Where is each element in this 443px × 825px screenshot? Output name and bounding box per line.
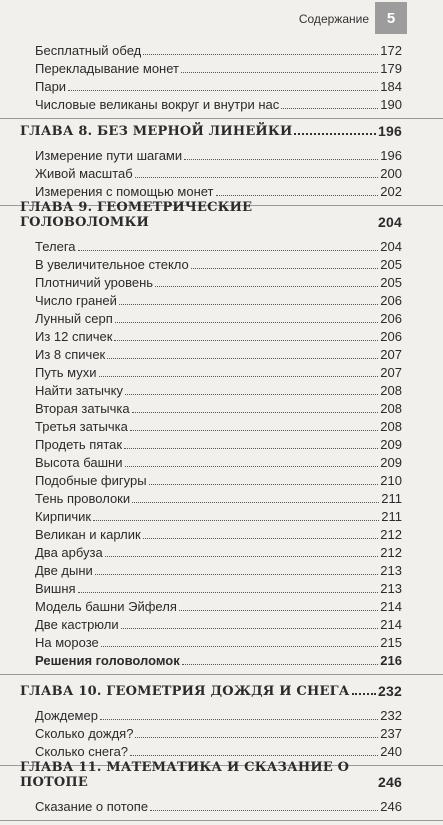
chapter-title: ГЛАВА 10. ГЕОМЕТРИЯ ДОЖДЯ И СНЕГА — [20, 684, 350, 699]
page-header — [0, 0, 443, 36]
dot-leader — [216, 195, 379, 196]
toc-entry-title: Подобные фигуры — [35, 473, 147, 488]
toc-entry — [35, 76, 402, 94]
toc-entry-title: Измерения с помощью монет — [35, 184, 214, 199]
toc-entry-title: Вторая затычка — [35, 401, 130, 416]
dot-leader — [191, 268, 379, 269]
toc-entry — [35, 506, 402, 524]
toc-entry-page: 209 — [380, 455, 402, 470]
toc-entry-title: Тень проволоки — [35, 491, 131, 506]
toc-entry-title: Решения головоломок — [35, 653, 180, 668]
dot-leader — [119, 304, 378, 305]
toc-entry — [35, 488, 402, 506]
dot-leader — [101, 646, 379, 647]
dot-leader — [135, 177, 379, 178]
dot-leader — [100, 719, 378, 720]
toc-entry-title: Сколько снега? — [35, 744, 129, 759]
toc-entry — [35, 632, 402, 650]
toc-entry — [35, 308, 402, 326]
toc-entry — [35, 705, 402, 723]
toc-entry — [35, 596, 402, 614]
dot-leader — [132, 412, 379, 413]
toc-entry-page: 215 — [380, 635, 402, 650]
toc-entry-title: Телега — [35, 239, 76, 254]
toc-entry-title: Великан и карлик — [35, 527, 141, 542]
toc-entry — [35, 560, 402, 578]
chapter-section — [0, 699, 443, 766]
toc-entry — [35, 326, 402, 344]
toc-entry — [35, 181, 402, 199]
chapter-title: ГЛАВА 11. МАТЕМАТИКА И СКАЗАНИЕ О ПОТОПЕ — [20, 760, 350, 790]
toc-entry-page: 213 — [380, 581, 402, 596]
toc-entry-title: Из 12 спичек — [35, 329, 113, 344]
chapter-heading — [20, 679, 402, 699]
dot-leader — [132, 502, 379, 503]
dot-leader — [130, 430, 379, 431]
dot-leader — [125, 394, 378, 395]
dot-leader — [182, 664, 379, 665]
dot-leader — [114, 340, 378, 341]
toc-entry-title: Дождемер — [35, 708, 98, 723]
toc-entry-title: На морозе — [35, 635, 99, 650]
toc-entry-title: Из 8 спичек — [35, 347, 106, 362]
toc-entry-title: В увеличительное стекло — [35, 257, 189, 272]
toc-entry-page: 214 — [380, 617, 402, 632]
toc-entry — [35, 163, 402, 181]
toc-entry-page: 184 — [380, 79, 402, 94]
toc-entry — [35, 542, 402, 560]
toc-entry — [35, 398, 402, 416]
toc-entry-page: 172 — [380, 43, 402, 58]
toc-entry-title: Продеть пятак — [35, 437, 123, 452]
toc-entry-page: 237 — [380, 726, 402, 741]
chapter-section — [0, 139, 443, 206]
chapter-title: ГЛАВА 9. ГЕОМЕТРИЧЕСКИЕ ГОЛОВОЛОМКИ — [20, 200, 253, 230]
dot-leader — [149, 484, 379, 485]
dot-leader — [143, 54, 378, 55]
toc-entry — [35, 434, 402, 452]
chapter-page: 232 — [378, 683, 402, 699]
running-title: Содержание — [298, 12, 369, 26]
toc-entry — [35, 272, 402, 290]
chapter-heading — [20, 119, 402, 139]
toc-entry-title: Два арбуза — [35, 545, 103, 560]
toc-entry-page: 212 — [380, 527, 402, 542]
toc-entry — [35, 614, 402, 632]
toc-entry-page: 216 — [380, 653, 402, 668]
chapter-page: 204 — [378, 214, 402, 230]
toc-entry — [35, 524, 402, 542]
toc-entry-title: Найти затычку — [35, 383, 124, 398]
toc-entry — [35, 470, 402, 488]
dot-leader — [184, 159, 378, 160]
toc-entry-page: 207 — [380, 365, 402, 380]
toc-entry-page: 204 — [380, 239, 402, 254]
toc-entry-title: Плотничий уровень — [35, 275, 154, 290]
toc-entry-page: 202 — [380, 184, 402, 199]
dot-leader — [78, 250, 379, 251]
dot-leader — [93, 520, 379, 521]
toc-entry — [35, 741, 402, 759]
chapter-page: 196 — [378, 123, 402, 139]
toc-entry-title: Две кастрюли — [35, 617, 119, 632]
toc-entry — [35, 578, 402, 596]
toc-entry — [35, 344, 402, 362]
toc-entry-title: Число граней — [35, 293, 117, 308]
toc-entry — [35, 452, 402, 470]
dot-leader — [121, 628, 379, 629]
dot-leader — [78, 592, 379, 593]
dot-leader — [68, 90, 378, 91]
toc-entry-title: Две дыни — [35, 563, 93, 578]
toc-entry-page: 206 — [380, 293, 402, 308]
chapter-page: 246 — [378, 774, 402, 790]
toc-entry-page: 206 — [380, 311, 402, 326]
continued-entries — [0, 40, 443, 119]
toc-entry-page: 214 — [380, 599, 402, 614]
dot-leader — [105, 556, 379, 557]
toc-entry-page: 207 — [380, 347, 402, 362]
toc-entry-page: 208 — [380, 383, 402, 398]
dot-leader — [150, 810, 378, 811]
toc-entry-title: Высота башни — [35, 455, 123, 470]
toc-entry-page: 210 — [380, 473, 402, 488]
toc-entry-title: Перекладывание монет — [35, 61, 179, 76]
toc-entry — [35, 145, 402, 163]
dot-leader — [125, 466, 379, 467]
toc-entry-title: Кирпичик — [35, 509, 92, 524]
toc-entry — [35, 58, 402, 76]
chapter-section — [0, 790, 443, 821]
page-number-badge: 5 — [375, 2, 407, 34]
toc-entry-page: 179 — [380, 61, 402, 76]
dot-leader — [130, 755, 378, 756]
dot-leader — [99, 376, 379, 377]
chapter-title: ГЛАВА 8. БЕЗ МЕРНОЙ ЛИНЕЙКИ — [20, 124, 293, 139]
toc-entry-page: 200 — [380, 166, 402, 181]
toc-entry — [35, 416, 402, 434]
toc-entry — [35, 94, 402, 112]
dot-leader — [135, 737, 378, 738]
toc-entry — [35, 254, 402, 272]
toc-entry — [35, 723, 402, 741]
table-of-contents — [0, 40, 443, 825]
toc-entry — [35, 290, 402, 308]
toc-entry-page: 205 — [380, 257, 402, 272]
toc-entry — [35, 380, 402, 398]
toc-entry-page: 213 — [380, 563, 402, 578]
chapter-heading — [20, 200, 402, 230]
toc-entry-title: Измерение пути шагами — [35, 148, 183, 163]
toc-entry — [35, 796, 402, 814]
toc-entry-page: 196 — [380, 148, 402, 163]
toc-entry-page: 208 — [380, 401, 402, 416]
dot-leader — [179, 610, 378, 611]
toc-entry-title: Числовые великаны вокруг и внутри нас — [35, 97, 280, 112]
dot-leader — [143, 538, 379, 539]
toc-entry — [35, 650, 402, 668]
dot-leader — [107, 358, 378, 359]
toc-entry-title: Пари — [35, 79, 67, 94]
dot-leader — [124, 448, 378, 449]
toc-entry — [35, 40, 402, 58]
toc-entry-page: 211 — [381, 509, 402, 524]
dot-leader — [281, 108, 378, 109]
toc-entry-title: Путь мухи — [35, 365, 97, 380]
toc-entry — [35, 236, 402, 254]
toc-entry — [35, 362, 402, 380]
dot-leader — [294, 133, 376, 135]
toc-entry-page: 240 — [380, 744, 402, 759]
toc-entry-title: Вишня — [35, 581, 76, 596]
toc-entry-page: 190 — [380, 97, 402, 112]
toc-entry-title: Третья затычка — [35, 419, 128, 434]
chapter-heading — [20, 760, 402, 790]
toc-entry-title: Живой масштаб — [35, 166, 133, 181]
toc-entry-page: 246 — [380, 799, 402, 814]
toc-entry-title: Модель башни Эйфеля — [35, 599, 177, 614]
toc-entry-title: Сколько дождя? — [35, 726, 134, 741]
dot-leader — [115, 322, 379, 323]
toc-entry-title: Сказание о потопе — [35, 799, 149, 814]
toc-entry-page: 232 — [380, 708, 402, 723]
toc-entry-page: 208 — [380, 419, 402, 434]
dot-leader — [95, 574, 379, 575]
dot-leader — [352, 693, 377, 695]
toc-entry-page: 212 — [380, 545, 402, 560]
toc-entry-title: Бесплатный обед — [35, 43, 142, 58]
dot-leader — [155, 286, 378, 287]
dot-leader — [181, 72, 378, 73]
toc-entry-page: 209 — [380, 437, 402, 452]
chapter-section — [0, 230, 443, 675]
toc-entry-page: 206 — [380, 329, 402, 344]
toc-entry-page: 205 — [380, 275, 402, 290]
toc-entry-title: Лунный серп — [35, 311, 113, 326]
toc-entry-page: 211 — [381, 491, 402, 506]
